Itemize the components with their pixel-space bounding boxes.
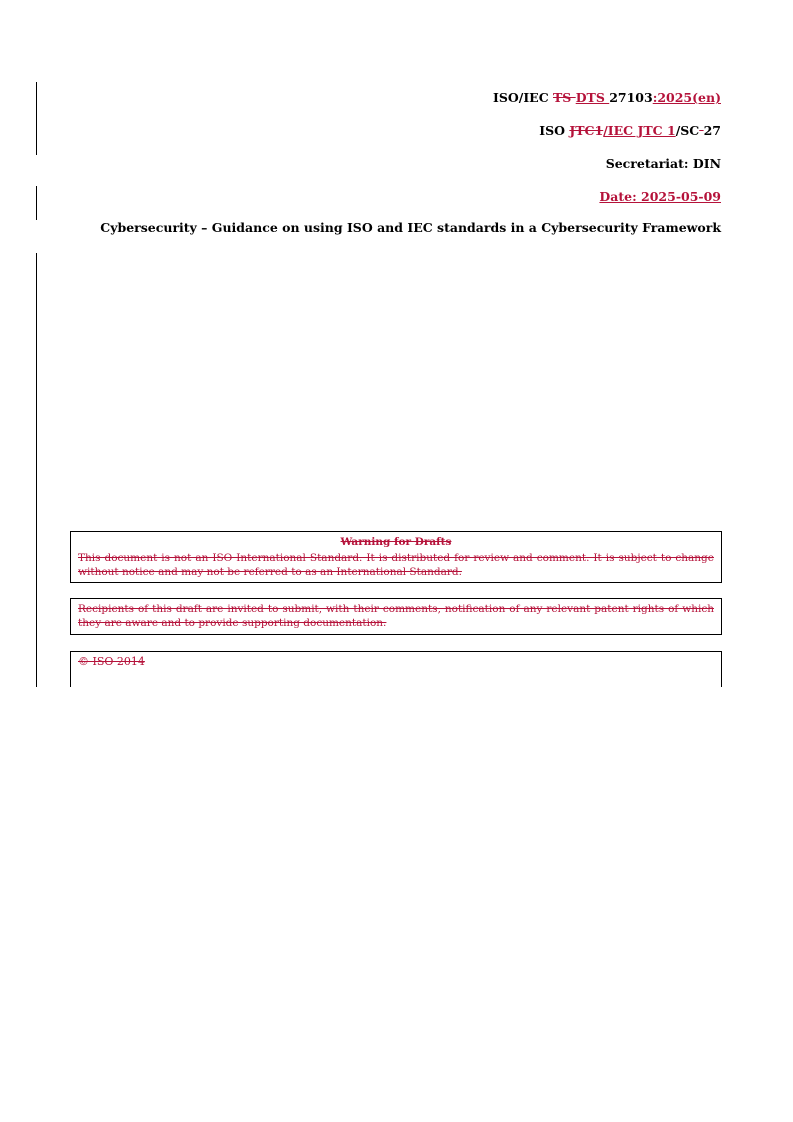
document-date: Date: 2025-05-09: [599, 189, 721, 204]
change-bar-middle: [36, 186, 37, 220]
reference-inserted-text: DTS: [575, 90, 610, 105]
change-bar-lower: [36, 253, 37, 687]
warning-text: This document is not an ISO International Standard. It is distributed for review and comment. It is subject to change without notice and may not be referred to as an International Standard.: [78, 552, 714, 578]
reference-number: 27103: [609, 90, 653, 105]
document-title: Cybersecurity – Guidance on using ISO and IEC standards in a Cybersecurity Framework: [100, 220, 721, 235]
committee-middle: /SC: [675, 123, 700, 138]
reference-prefix: ISO/IEC: [492, 90, 553, 105]
secretariat: Secretariat: DIN: [605, 156, 721, 171]
warning-box: [70, 531, 722, 583]
reference-deleted-text: TS: [553, 90, 576, 105]
recipients-text: Recipients of this draft are invited to submit, with their comments, notification of any relevant patent rights of which they are aware and to provide supporting documentation.: [78, 603, 714, 629]
committee-inserted-text: /IEC JTC 1: [603, 123, 676, 138]
change-bar-top: [36, 82, 37, 155]
warning-title: Warning for Drafts: [340, 536, 452, 548]
copyright-text: © ISO 2014: [78, 655, 145, 668]
reference-year: :2025(en): [652, 90, 721, 105]
committee-deleted-text: JTC1: [569, 123, 604, 138]
document-reference: [493, 90, 721, 105]
committee-number: 27: [703, 123, 721, 138]
recipients-box: [70, 598, 722, 635]
committee-prefix: ISO: [539, 123, 570, 138]
copyright-box: [70, 651, 722, 687]
committee-reference: [539, 123, 721, 138]
